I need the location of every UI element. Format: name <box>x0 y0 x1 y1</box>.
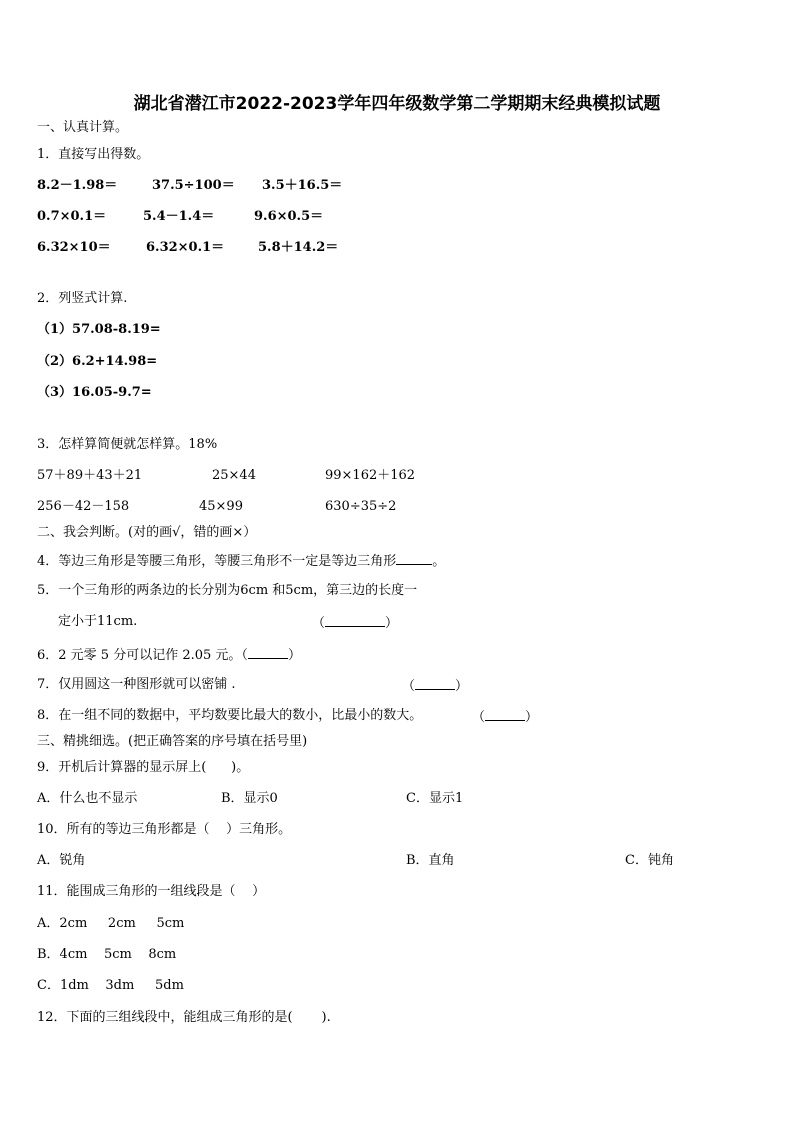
question-11-stem: 11．能围成三角形的一组线段是（ ） <box>37 884 266 899</box>
paren-open: （ <box>312 616 326 631</box>
q5-answer-paren[interactable] <box>312 614 398 632</box>
q4-text: 4．等边三角形是等腰三角形，等腰三角形不一定是等边三角形 <box>37 554 397 569</box>
q10-option-b[interactable]: B．直角 <box>406 853 455 868</box>
q7-answer-blank[interactable] <box>415 677 455 690</box>
q1-r1-c2: 37.5÷100＝ <box>152 178 235 193</box>
q3-r2-c2: 45×99 <box>199 499 243 514</box>
q1-r2-c1: 0.7×0.1＝ <box>37 209 107 224</box>
section-heading-1: 一、认真计算。 <box>37 120 129 135</box>
paren-close: ） <box>455 679 469 694</box>
paren-open: （ <box>402 679 416 694</box>
q3-r1-c3: 99×162＋162 <box>325 468 416 483</box>
question-8-text: 8．在一组不同的数据中，平均数要比最大的数小，比最小的数大。 <box>37 708 423 723</box>
q1-r3-c1: 6.32×10＝ <box>37 240 111 255</box>
q3-r2-c1: 256－42－158 <box>37 499 130 514</box>
q6-answer-blank[interactable] <box>248 646 288 659</box>
question-10-stem: 10．所有的等边三角形都是（ ）三角形。 <box>37 822 292 837</box>
q5-answer-blank[interactable] <box>325 614 385 627</box>
q1-r1-c3: 3.5＋16.5＝ <box>262 178 343 193</box>
q3-r1-c1: 57＋89＋43＋21 <box>37 468 143 483</box>
q9-option-c[interactable]: C．显示1 <box>406 791 464 806</box>
q2-item-1: （1）57.08-8.19= <box>37 322 161 337</box>
q8-answer-paren[interactable] <box>472 708 538 726</box>
question-9-stem: 9．开机后计算器的显示屏上( )。 <box>37 760 250 775</box>
q1-r2-c3: 9.6×0.5＝ <box>254 209 324 224</box>
q11-option-c[interactable]: C．1dm 3dm 5dm <box>37 978 184 993</box>
question-5-line-1: 5．一个三角形的两条边的长分别为6cm 和5cm，第三边的长度一 <box>37 583 418 598</box>
paren-open: （ <box>241 648 248 663</box>
q10-option-a[interactable]: A．锐角 <box>37 853 86 868</box>
q8-answer-blank[interactable] <box>485 708 525 721</box>
question-12-stem: 12．下面的三组线段中，能组成三角形的是( ). <box>37 1010 331 1025</box>
q9-option-a[interactable]: A．什么也不显示 <box>37 791 138 806</box>
q11-option-a[interactable]: A．2cm 2cm 5cm <box>37 916 185 931</box>
section-heading-3: 三、精挑细选。(把正确答案的序号填在括号里) <box>37 734 308 749</box>
q1-r1-c1: 8.2－1.98＝ <box>37 178 118 193</box>
q10-option-c[interactable]: C．钝角 <box>625 853 674 868</box>
question-6 <box>37 646 301 664</box>
question-1-label: 1．直接写出得数。 <box>37 147 150 162</box>
q3-r1-c2: 25×44 <box>212 468 256 483</box>
page-title: 湖北省潜江市2022-2023学年四年级数学第二学期期末经典模拟试题 <box>133 94 661 114</box>
q1-r3-c2: 6.32×0.1＝ <box>146 240 225 255</box>
question-3-label: 3．怎样算简便就怎样算。18% <box>37 437 218 452</box>
q4-answer-blank[interactable] <box>396 552 432 565</box>
q11-option-b[interactable]: B．4cm 5cm 8cm <box>37 947 177 962</box>
q1-r2-c2: 5.4－1.4＝ <box>143 209 215 224</box>
q2-item-2: （2）6.2+14.98= <box>37 354 158 369</box>
question-5-line-2: 定小于11cm. <box>58 614 138 629</box>
paren-open: （ <box>472 710 486 725</box>
question-4 <box>37 552 445 570</box>
paren-close: ） <box>385 616 399 631</box>
paren-close: ） <box>287 648 301 663</box>
q6-text: 6．2 元零 5 分可以记作 2.05 元。 <box>37 648 242 663</box>
q4-end: 。 <box>432 554 446 569</box>
q2-item-3: （3）16.05-9.7= <box>37 385 152 400</box>
section-heading-2: 二、我会判断。(对的画√，错的画×） <box>37 525 257 540</box>
q1-r3-c3: 5.8＋14.2＝ <box>258 240 339 255</box>
question-2-label: 2．列竖式计算. <box>37 291 128 306</box>
q3-r2-c3: 630÷35÷2 <box>325 499 397 514</box>
question-7-text: 7．仅用圆这一种图形就可以密铺 . <box>37 677 236 692</box>
q7-answer-paren[interactable] <box>402 677 468 695</box>
q9-option-b[interactable]: B．显示0 <box>221 791 278 806</box>
paren-close: ） <box>525 710 539 725</box>
